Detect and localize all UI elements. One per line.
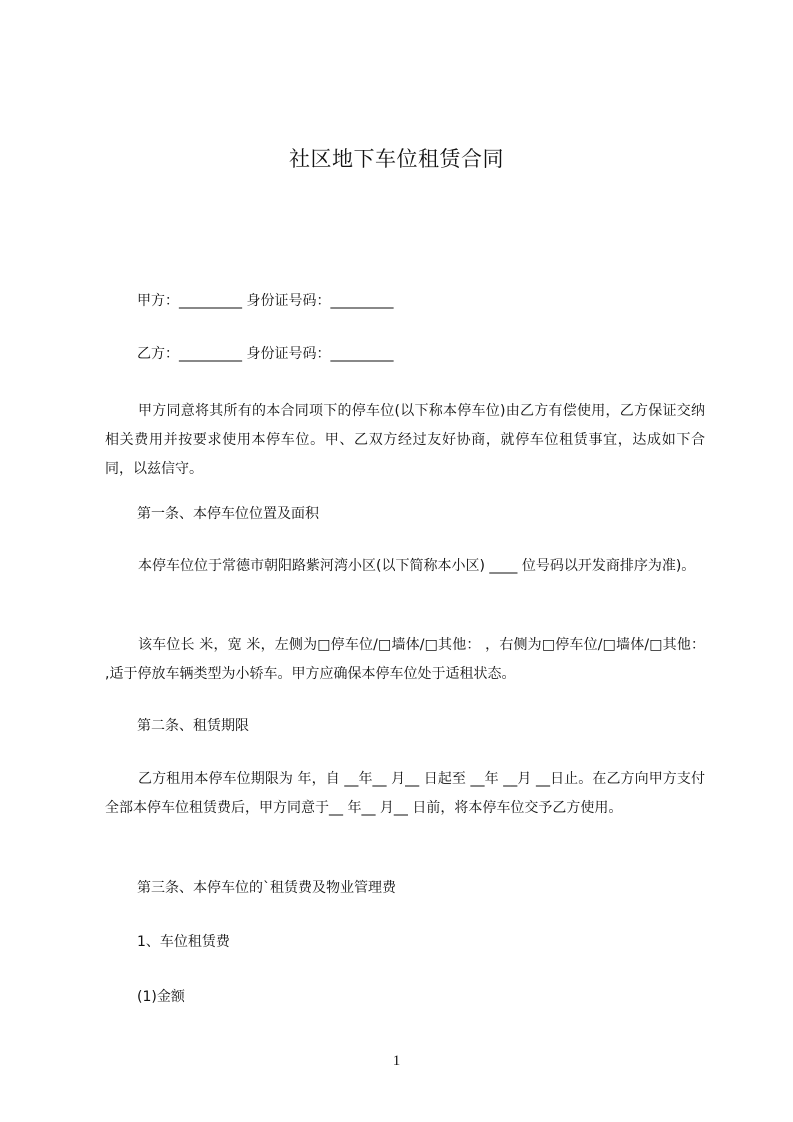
page-number: 1 [392, 1053, 401, 1069]
item-1-1-heading: (1)金额 [137, 989, 185, 1005]
party-a-line: 甲方：_________ 身份证号码：_________ [137, 293, 394, 309]
article-1-size-paragraph: 该车位长 米，宽 米，左侧为□停车位/□墙体/□其他： ，右侧为□停车位/□墙体/□其他： ,适于停放车辆类型为小轿车。甲方应确保本停车位处于适租状态。 [105, 637, 705, 682]
article-2-term-paragraph: 乙方租用本停车位期限为 年，自 __年__ 月__ 日起至 __年 __月 __日止。在乙方向甲方支付全部本停车位租赁费后，甲方同意于__ 年__ 月__ 日前，将本停车位交予乙方使用。 [105, 771, 705, 816]
item-1-heading: 1、车位租赁费 [137, 934, 230, 950]
article-1-heading: 第一条、本停车位位置及面积 [137, 506, 319, 522]
party-b-line: 乙方：_________ 身份证号码：_________ [137, 346, 394, 362]
article-3-heading: 第三条、本停车位的`租赁费及物业管理费 [137, 880, 396, 896]
article-1-location-paragraph: 本停车位位于常德市朝阳路紫河湾小区(以下简称本小区) ____ 位号码以开发商排序为准)。 [138, 558, 696, 574]
article-2-heading: 第二条、租赁期限 [137, 718, 249, 734]
document-title: 社区地下车位租赁合同 [289, 147, 504, 171]
intro-paragraph: 甲方同意将其所有的本合同项下的停车位(以下称本停车位)由乙方有偿使用，乙方保证交纳相关费用并按要求使用本停车位。甲、乙双方经过友好协商，就停车位租赁事宜，达成如下合同，以兹信守。 [105, 403, 705, 477]
